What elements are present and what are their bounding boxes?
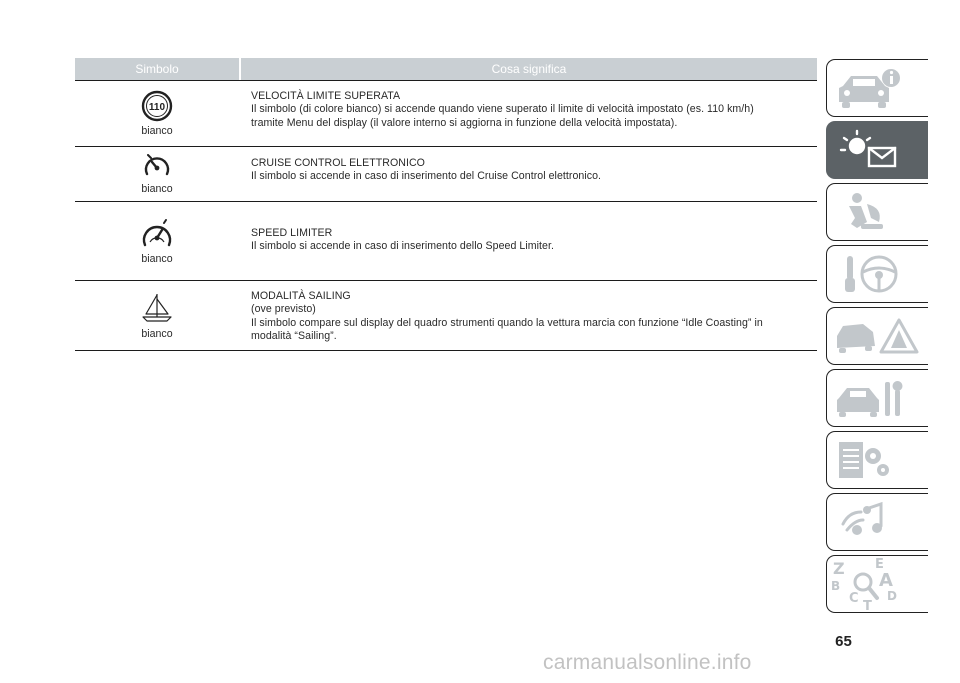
tab-warning-lights[interactable]: [826, 121, 928, 179]
meaning-cell: [239, 281, 817, 350]
table-row: [75, 281, 817, 351]
index-letter: E: [875, 557, 884, 572]
speed-limiter-icon: [140, 218, 174, 250]
header-meaning: Cosa significa: [491, 62, 567, 76]
alphabetical-index-icon: [827, 556, 927, 614]
seat-airbag-icon: [827, 184, 927, 242]
header-symbol: Simbolo: [75, 58, 241, 80]
row-title: CRUISE CONTROL ELETTRONICO: [251, 157, 425, 169]
row-text: tramite Menu del display (il valore interno si aggiorna in funzione della velocità impostata).: [251, 116, 678, 129]
meaning-cell: [239, 202, 817, 280]
row-text: Il simbolo (di colore bianco) si accende quando viene superato il limite di velocità impostato (es. 110 km/h): [251, 103, 754, 116]
symbols-table: [75, 58, 817, 351]
sailing-boat-icon: [140, 291, 174, 325]
symbol-cell: [75, 81, 239, 146]
row-text: modalità “Sailing”.: [251, 330, 337, 343]
tab-multimedia[interactable]: [826, 493, 928, 551]
row-text: Il simbolo si accende in caso di inserimento dello Speed Limiter.: [251, 240, 554, 253]
tab-technical-data[interactable]: [826, 431, 928, 489]
symbol-cell: [75, 147, 239, 201]
multimedia-music-icon: [827, 494, 927, 552]
table-header: [75, 58, 817, 81]
index-letter: D: [887, 589, 897, 603]
car-maintenance-tools-icon: [827, 370, 927, 428]
row-title: VELOCITÀ LIMITE SUPERATA: [251, 90, 401, 102]
warning-light-message-icon: [827, 122, 927, 180]
meaning-cell: [239, 147, 817, 201]
key-steering-wheel-icon: [827, 246, 927, 304]
tab-starting-driving[interactable]: [826, 245, 928, 303]
row-text: Il simbolo compare sul display del quadro strumenti quando la vettura marcia con funzione “Idle Coasting” in: [251, 316, 763, 329]
color-label: bianco: [141, 328, 173, 340]
technical-data-gear-icon: [827, 432, 927, 490]
page-number: 65: [835, 633, 852, 650]
meaning-cell: [239, 81, 817, 146]
row-text: (ove previsto): [251, 303, 316, 316]
table-row: [75, 81, 817, 147]
tab-emergency[interactable]: [826, 307, 928, 365]
car-accident-warning-icon: [827, 308, 927, 366]
cruise-control-icon: [141, 154, 173, 180]
speed-limit-110-icon: [141, 90, 173, 122]
row-title: SPEED LIMITER: [251, 227, 333, 239]
color-label: bianco: [141, 125, 173, 137]
index-letter: A: [879, 570, 893, 591]
color-label: bianco: [141, 182, 173, 195]
symbol-cell: [75, 281, 239, 350]
color-label: bianco: [141, 252, 173, 265]
symbol-cell: [75, 202, 239, 280]
table-row: [75, 202, 817, 281]
speed-limit-value: 110: [148, 102, 166, 113]
index-letter: Z: [833, 559, 845, 578]
row-text: Il simbolo si accende in caso di inserimento del Cruise Control elettronico.: [251, 170, 602, 183]
tab-index[interactable]: [826, 555, 928, 613]
index-letter: B: [831, 579, 841, 593]
tab-maintenance[interactable]: [826, 369, 928, 427]
watermark: carmanualsonline.info: [543, 651, 752, 674]
index-letter: T: [863, 599, 872, 614]
car-info-icon: [827, 60, 927, 118]
table-row: [75, 147, 817, 202]
row-title: MODALITÀ SAILING: [251, 290, 351, 302]
index-letter: C: [849, 591, 859, 606]
tab-safety[interactable]: [826, 183, 928, 241]
tab-car-info[interactable]: [826, 59, 928, 117]
